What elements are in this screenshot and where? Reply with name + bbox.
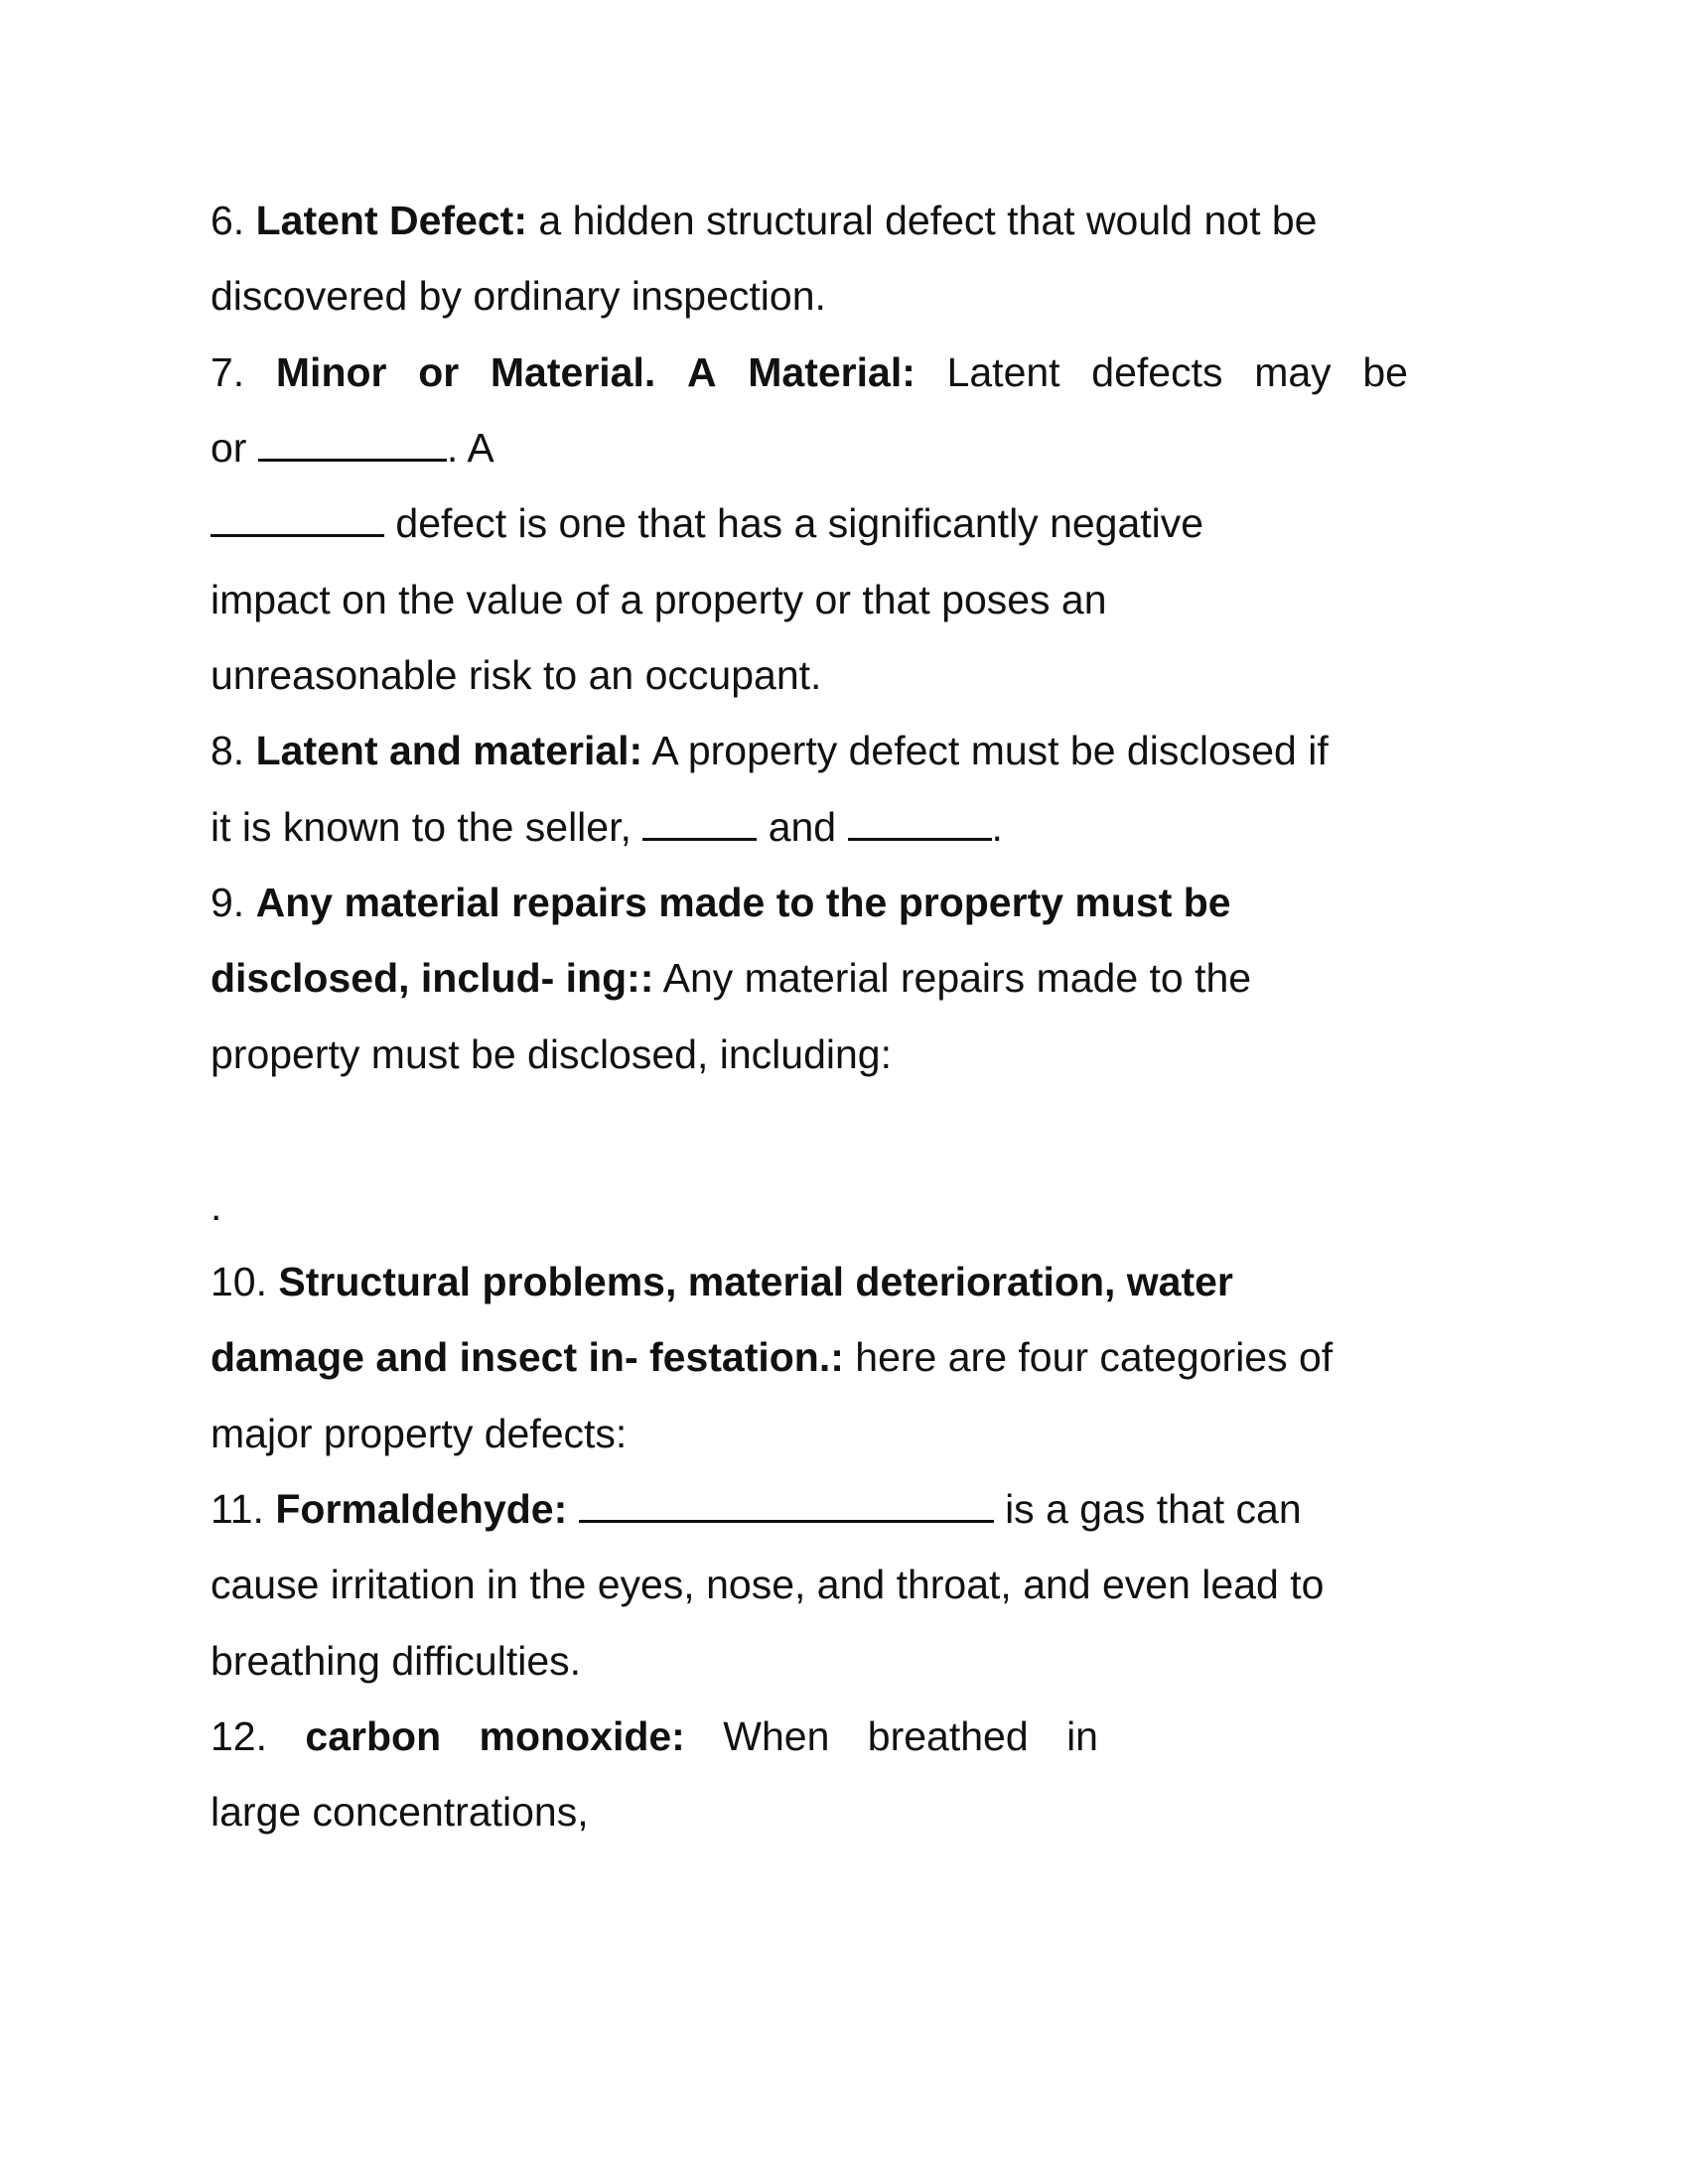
item-7-line-2 (211, 424, 494, 472)
item-text: and (768, 804, 837, 850)
item-7-line-1 (211, 348, 1408, 396)
item-9-line-2 (211, 954, 1251, 1002)
fill-in-blank[interactable] (642, 804, 757, 841)
item-7-line-5 (211, 651, 821, 699)
item-6-line-1 (211, 197, 1317, 244)
item-8-line-2 (211, 803, 1003, 851)
item-number: 9. (211, 880, 245, 925)
item-8-line-1 (211, 727, 1329, 774)
item-text-word: may (1254, 349, 1332, 395)
item-text: is a gas that can (1005, 1486, 1302, 1532)
item-10-line-2 (211, 1333, 1333, 1381)
item-10-line-3 (211, 1410, 627, 1457)
item-text: breathing difficulties. (211, 1638, 582, 1684)
item-7-line-3 (211, 499, 1203, 547)
item-text-word: When (723, 1713, 830, 1759)
fill-in-blank[interactable] (211, 500, 384, 537)
item-text-word: be (1362, 349, 1408, 395)
item-term-word: Minor (275, 349, 387, 395)
stray-dot (211, 1182, 221, 1230)
item-text: . (991, 804, 1003, 850)
item-term: Latent and material: (255, 728, 643, 773)
item-number: 7. (211, 349, 245, 395)
item-text-word: Latent (946, 349, 1060, 395)
item-text: major property defects: (211, 1411, 628, 1456)
item-text: unreasonable risk to an occupant. (211, 652, 822, 698)
item-number: 8. (211, 728, 245, 773)
item-text: large concentrations, (211, 1789, 589, 1835)
dot-text: . (211, 1183, 222, 1229)
item-text: cause irritation in the eyes, nose, and throat, and even lead to (211, 1562, 1325, 1607)
item-term: damage and insect in- festation.: (211, 1334, 844, 1380)
item-text: A property defect must be disclosed if (651, 728, 1329, 773)
item-9-line-3 (211, 1030, 892, 1078)
item-text: defect is one that has a significantly negative (395, 500, 1204, 546)
item-text-word: in (1066, 1713, 1098, 1759)
item-12-line-2 (211, 1788, 589, 1836)
item-text: a hidden structural defect that would not be (538, 198, 1318, 243)
item-term-word: Material: (748, 349, 915, 395)
item-term: disclosed, includ- ing:: (211, 955, 654, 1001)
item-text-word: defects (1091, 349, 1223, 395)
item-text: discovered by ordinary inspection. (211, 273, 826, 319)
item-11-line-2 (211, 1561, 1324, 1608)
item-number: 11. (211, 1486, 264, 1532)
item-text: Any material repairs made to the (662, 955, 1252, 1001)
item-term: Any material repairs made to the property must be (255, 880, 1231, 925)
item-text: impact on the value of a property or that poses an (211, 577, 1107, 622)
item-number: 6. (211, 198, 245, 243)
item-term-word: Material. (490, 349, 656, 395)
item-6-line-2 (211, 272, 826, 320)
item-term-word: or (418, 349, 460, 395)
item-10-line-1 (211, 1258, 1233, 1305)
item-term-word: A (686, 349, 717, 395)
item-text-word: breathed (867, 1713, 1029, 1759)
fill-in-blank[interactable] (258, 425, 447, 462)
item-12-line-1 (211, 1712, 1098, 1760)
item-9-line-1 (211, 879, 1231, 926)
item-number: 10. (211, 1259, 267, 1304)
item-term: Structural problems, material deterioration, water (278, 1259, 1233, 1304)
fill-in-blank[interactable] (848, 804, 992, 841)
item-text: it is known to the seller, (211, 804, 632, 850)
item-text: here are four categories of (855, 1334, 1334, 1380)
item-text: . A (446, 425, 494, 471)
item-text: property must be disclosed, including: (211, 1031, 892, 1077)
item-text: or (211, 425, 247, 471)
item-term: Latent Defect: (255, 198, 527, 243)
item-11-line-3 (211, 1637, 581, 1685)
item-term-word: carbon (305, 1713, 442, 1759)
item-7-line-4 (211, 576, 1107, 623)
item-term-word: monoxide: (479, 1713, 685, 1759)
item-number: 12. (211, 1713, 267, 1759)
fill-in-blank[interactable] (579, 1486, 994, 1523)
item-term: Formaldehyde: (275, 1486, 568, 1532)
item-11-line-1 (211, 1485, 1302, 1533)
